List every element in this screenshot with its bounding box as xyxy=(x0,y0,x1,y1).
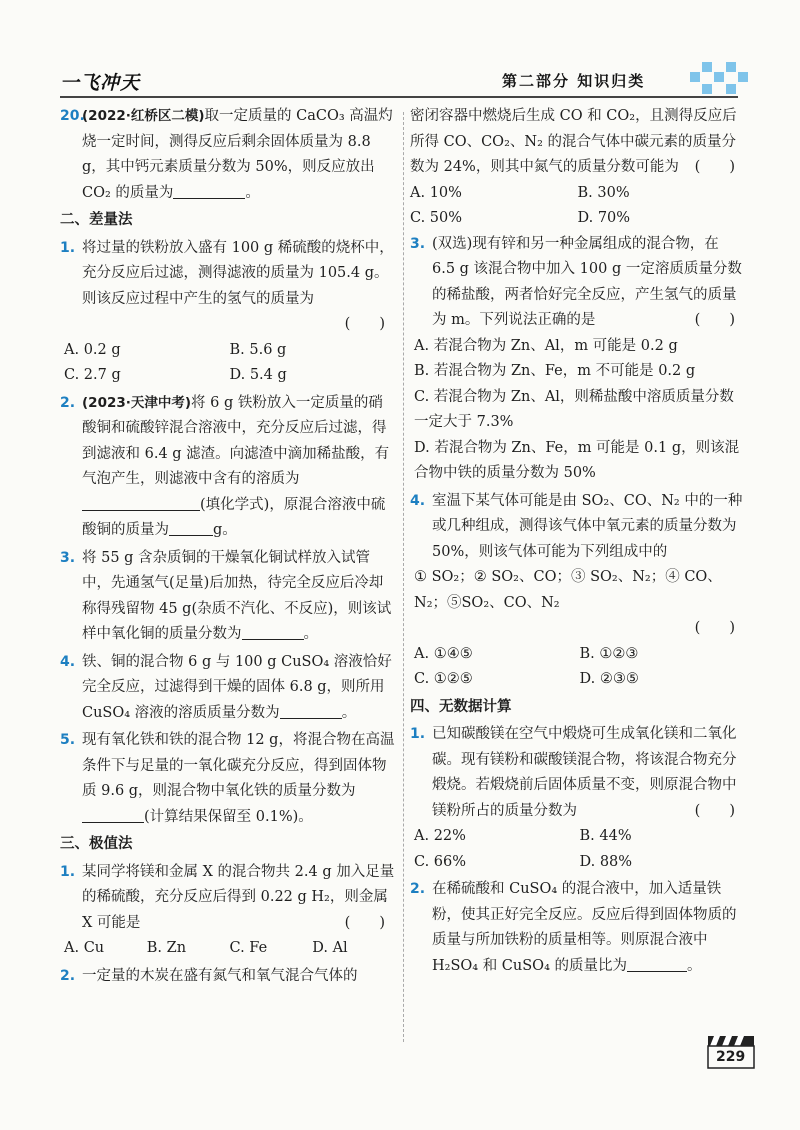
option: A. Cu xyxy=(64,940,105,956)
option: A. 22% xyxy=(414,828,466,844)
question-2-2: 2. (2023·天津中考)将 6 g 铁粉放入一定质量的硝酸铜和硫酸锌混合溶液中，充分反应后过滤，得到滤液和 6.4 g 滤渣。向滤渣中滴加稀盐酸，有气泡产生，则滤液中含有的溶质为(填化学式)，原混合溶液中硫酸铜的质量为 g。 xyxy=(60,394,390,538)
column-divider xyxy=(403,112,404,1042)
header-checker-icon xyxy=(690,58,750,98)
answer-paren[interactable]: ( ) xyxy=(694,802,735,819)
question-2-3: 3. 将 55 g 含杂质铜的干燥氧化铜试样放入试管中，先通氢气(足量)后加热，待完全反应后冷却称得残留物 45 g(杂质不汽化、不反应)，则该试样中氧化铜的质量分数为 。 xyxy=(60,549,392,642)
left-column xyxy=(60,104,395,991)
question-2-5: 5. 现有氧化铁和铁的混合物 12 g，将混合物在高温条件下与足量的一氧化碳充分反应，得到固体物质 9.6 g，则混合物中氧化铁的质量分数为(计算结果保留至 0.1%)。 xyxy=(60,732,395,825)
section-heading: 二、差量法 xyxy=(60,212,133,228)
question-3-2-continued: 密闭容器中燃烧后生成 CO 和 CO₂，且测得反应后所得 CO、CO₂、N₂ 的混合气体中碳元素的质量分数为 24%，则其中氮气的质量分数可能为 ( ) A. 10% B. 30% C. 50% D. 70% xyxy=(410,104,745,232)
series-logo: 一飞冲天 xyxy=(60,72,141,94)
option: D. Al xyxy=(312,940,348,956)
answer-paren[interactable]: ( ) xyxy=(694,159,735,175)
option: D. 若混合物为 Zn、Fe，m 可能是 0.1 g，则该混合物中铁的质量分数为 50% xyxy=(414,439,740,481)
answer-paren[interactable]: ( ) xyxy=(344,914,385,931)
section-heading: 三、极值法 xyxy=(60,836,133,852)
option: C. ①②⑤ xyxy=(414,671,473,687)
section-header: 第二部分 知识归类 xyxy=(502,72,646,90)
option: D. 88% xyxy=(579,853,633,870)
answer-paren[interactable]: ( ) xyxy=(694,312,735,328)
option: B. ①②③ xyxy=(579,645,639,662)
question-20: 20. (2022·红桥区二模)取一定质量的 CaCO₃ 高温灼烧一定时间，测得反应后剩余固体质量为 8.8 g，其中钙元素质量分数为 50%，则反应放出 CO₂ 的质量为 。 xyxy=(60,108,393,201)
option: B. 若混合物为 Zn、Fe，m 不可能是 0.2 g xyxy=(414,363,696,379)
question-2-4: 4. 铁、铜的混合物 6 g 与 100 g CuSO₄ 溶液恰好完全反应，过滤得到干燥的固体 6.8 g，则所用 CuSO₄ 溶液的溶质质量分数为 。 xyxy=(60,653,392,721)
answer-blank[interactable] xyxy=(82,808,144,823)
page-number: 229 xyxy=(716,1049,746,1065)
question-4-1: 1. 已知碳酸镁在空气中煅烧可生成氧化镁和二氧化碳。现有镁粉和碳酸镁混合物，将该混合物充分煅烧。若煅烧前后固体质量不变，则原混合物中镁粉所占的质量分数为 ( ) A. 22% B. 44% C. 66% D. 88% xyxy=(410,722,745,875)
page-number-badge xyxy=(706,1034,758,1074)
option: D. 5.4 g xyxy=(229,367,287,383)
question-3-4: 4. 室温下某气体可能是由 SO₂、CO、N₂ 中的一种或几种组成，测得该气体中氧元素的质量分数为 50%，则该气体可能为下列组成中的 ① SO₂；② SO₂、CO；③ SO₂、N₂；④ CO、N₂；⑤SO₂、CO、N₂ ( ) A. ①④⑤ B. ①②③ C. ①②⑤ D. ②③⑤ xyxy=(410,489,745,693)
answer-paren[interactable]: ( ) xyxy=(694,620,735,636)
answer-blank[interactable] xyxy=(169,521,213,536)
option: C. 若混合物为 Zn、Al，则稀盐酸中溶质质量分数一定大于 7.3% xyxy=(414,388,734,430)
option: B. 30% xyxy=(577,184,630,201)
option: C. Fe xyxy=(229,940,268,956)
option: C. 66% xyxy=(414,853,467,870)
option: B. 44% xyxy=(579,828,632,844)
answer-blank[interactable] xyxy=(242,625,304,640)
header-rule xyxy=(60,96,738,98)
option: B. Zn xyxy=(146,940,187,956)
question-2-1: 1. 将过量的铁粉放入盛有 100 g 稀硫酸的烧杯中，充分反应后过滤，测得滤液的质量为 105.4 g。则该反应过程中产生的氢气的质量为 ( ) A. 0.2 g B. 5.6 g C. 2.7 g D. 5.4 g xyxy=(60,236,395,389)
option: A. 若混合物为 Zn、Al，m 可能是 0.2 g xyxy=(414,337,678,354)
option: C. 50% xyxy=(410,210,463,226)
answer-blank[interactable] xyxy=(173,184,245,199)
option: C. 2.7 g xyxy=(64,367,121,383)
answer-paren[interactable]: ( ) xyxy=(344,316,385,332)
combo-list: ① SO₂；② SO₂、CO；③ SO₂、N₂；④ CO、N₂；⑤SO₂、CO、N₂ xyxy=(414,569,722,611)
question-3-2: 2. 一定量的木炭在盛有氮气和氧气混合气体的 xyxy=(60,967,358,984)
question-3-1: 1. 某同学将镁和金属 X 的混合物共 2.4 g 加入足量的稀硫酸，充分反应后得到 0.22 g H₂，则金属 X 可能是 ( ) A. Cu B. Zn C. Fe D. Al xyxy=(60,860,395,962)
section-heading: 四、无数据计算 xyxy=(410,698,512,715)
option: A. ①④⑤ xyxy=(414,645,473,662)
option: B. 5.6 g xyxy=(229,341,287,358)
option: A. 10% xyxy=(410,184,462,201)
question-3-3: 3. (双选)现有锌和另一种金属组成的混合物，在 6.5 g 该混合物中加入 100 g 一定溶质质量分数的稀盐酸，两者恰好完全反应，产生氢气的质量为 m。下列说法正确的是 ( ) A. 若混合物为 Zn、Al，m 可能是 0.2 g B. 若混合物为 Zn、Fe，m 不可能是 0.2 g C. 若混合物为 Zn、Al，则稀盐酸中溶质质量分数一定大于 7.3% D. 若混合物为 Zn、Fe，m 可能是 0.1 g，则该混合物中铁的质量分数为 50% xyxy=(410,232,745,487)
right-column xyxy=(410,104,745,981)
answer-blank[interactable] xyxy=(280,704,342,719)
answer-blank[interactable] xyxy=(627,957,687,972)
option: D. ②③⑤ xyxy=(579,671,639,687)
option: D. 70% xyxy=(577,210,631,226)
answer-blank[interactable] xyxy=(82,496,200,511)
question-4-2: 2. 在稀硫酸和 CuSO₄ 的混合液中，加入适量铁粉，使其正好完全反应。反应后得到固体物质的质量与所加铁粉的质量相等。则原混合液中 H₂SO₄ 和 CuSO₄ 的质量比为 。 xyxy=(410,881,737,974)
option: A. 0.2 g xyxy=(64,341,121,358)
